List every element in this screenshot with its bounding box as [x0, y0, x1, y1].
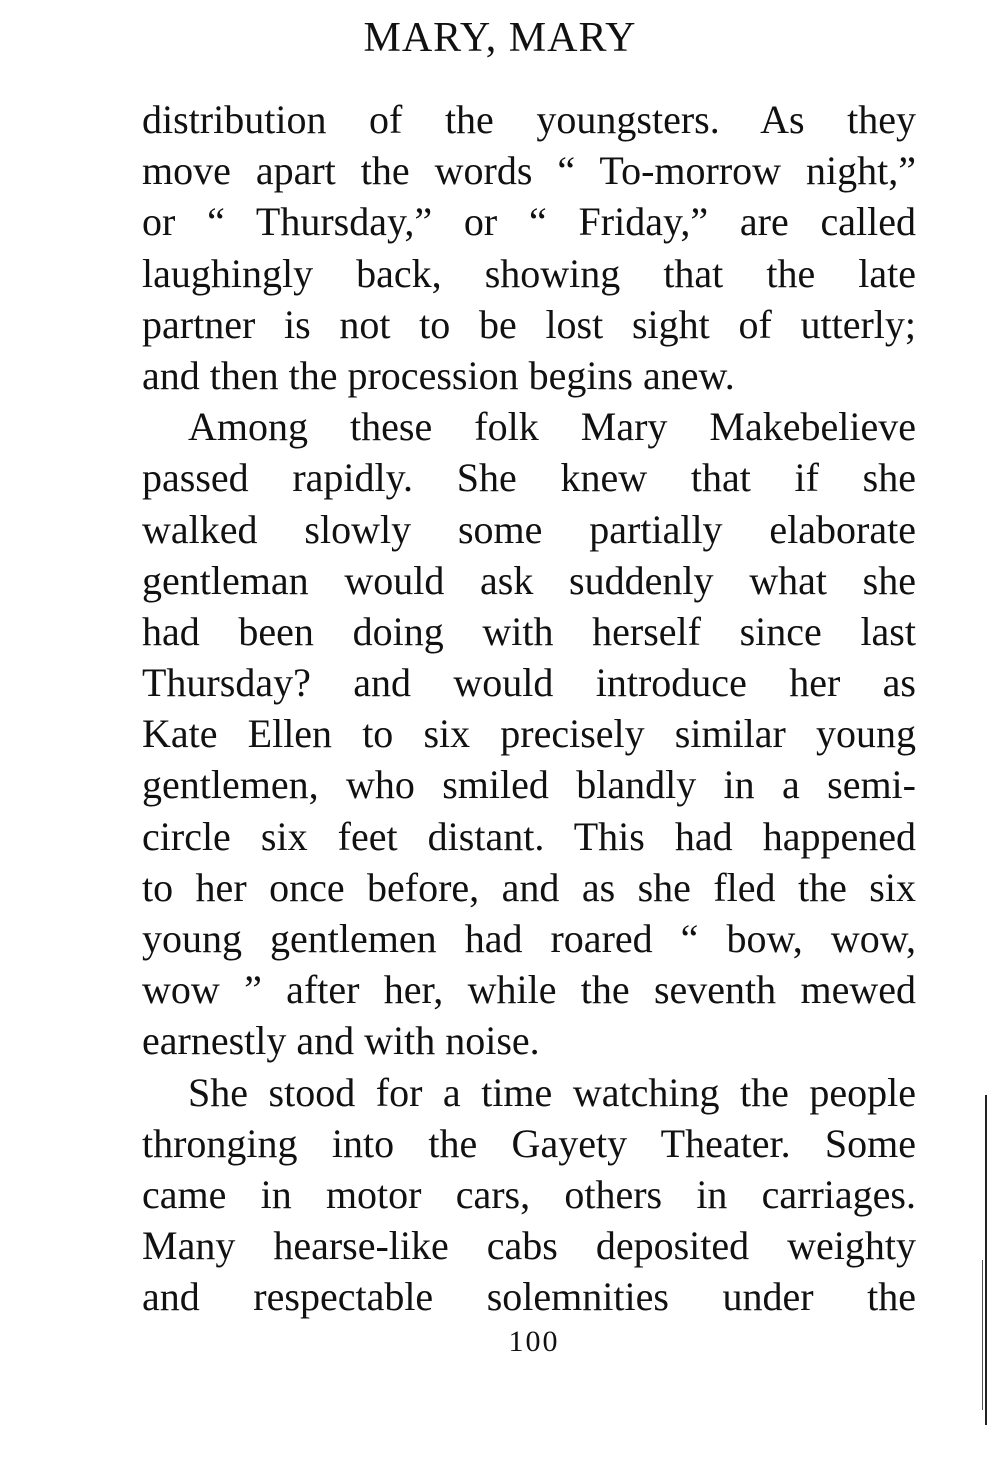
- text-line: laughingly back, showing that the late: [142, 250, 916, 296]
- text-line: came in motor cars, others in carriages.: [142, 1171, 916, 1217]
- text-line: Thursday? and would introduce her as: [142, 660, 916, 706]
- running-head: MARY, MARY: [363, 15, 637, 61]
- text-line: earnestly and with noise.: [142, 1018, 540, 1064]
- page-number: 100: [508, 1325, 560, 1358]
- text-line: young gentlemen had roared “ bow, wow,: [142, 916, 916, 961]
- text-line: to her once before, and as she fled the six: [142, 864, 916, 910]
- text-line: Many hearse-like cabs deposited weighty: [142, 1223, 916, 1269]
- text-line: move apart the words “ To-morrow night,”: [142, 148, 916, 194]
- text-line: Kate Ellen to six precisely similar young: [142, 711, 916, 757]
- text-line: partner is not to be lost sight of utterly;: [142, 301, 916, 347]
- text-line: Among these folk Mary Makebelieve: [188, 404, 916, 450]
- text-line: and then the procession begins anew.: [142, 352, 735, 398]
- text-line: had been doing with herself since last: [142, 608, 916, 654]
- text-line: wow ” after her, while the seventh mewed: [142, 967, 916, 1013]
- text-line: passed rapidly. She knew that if she: [142, 455, 916, 501]
- text-line: gentleman would ask suddenly what she: [142, 557, 916, 603]
- text-line: distribution of the youngsters. As they: [142, 97, 916, 142]
- text-line: and respectable solemnities under the: [142, 1274, 916, 1320]
- body-text: [142, 94, 916, 1323]
- text-line: thronging into the Gayety Theater. Some: [142, 1120, 916, 1166]
- text-line: gentlemen, who smiled blandly in a semi-: [142, 762, 916, 808]
- text-line: walked slowly some partially elaborate: [142, 506, 916, 552]
- text-line: circle six feet distant. This had happened: [142, 813, 916, 859]
- scan-edge-line: [985, 1095, 987, 1425]
- text-line: or “ Thursday,” or “ Friday,” are called: [142, 199, 916, 245]
- scan-edge-line: [982, 1260, 983, 1410]
- text-line: She stood for a time watching the people: [188, 1069, 916, 1115]
